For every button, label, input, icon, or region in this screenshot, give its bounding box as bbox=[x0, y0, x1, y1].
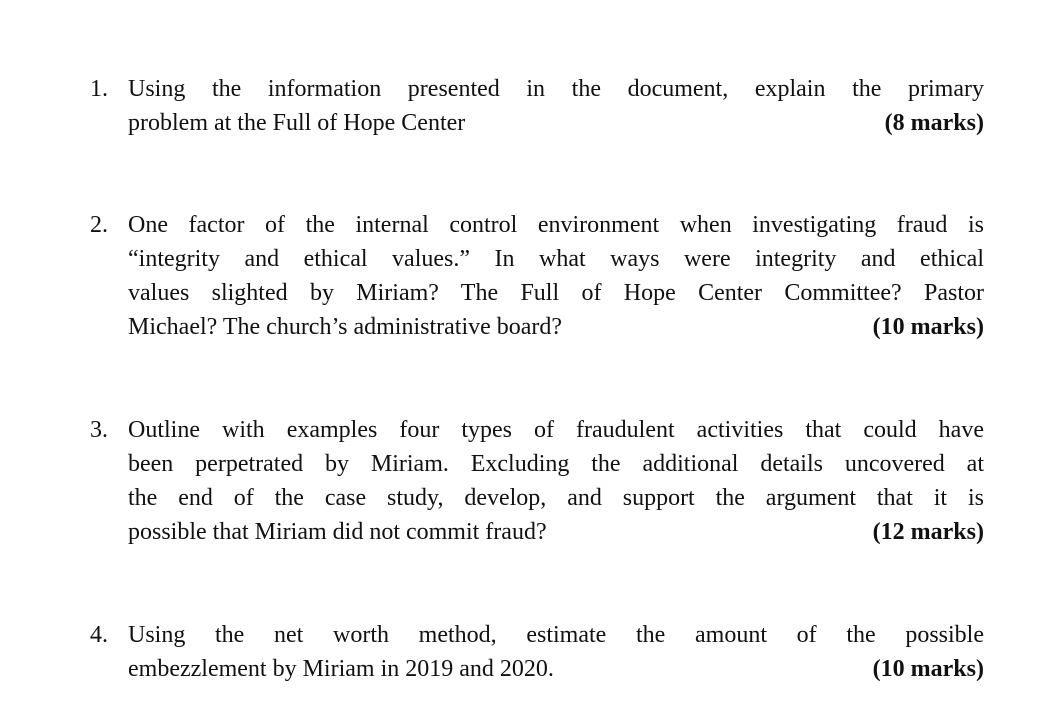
question-number: 4. bbox=[90, 622, 108, 648]
question-line-text: problem at the Full of Hope Center bbox=[128, 110, 466, 136]
question-line-text: Michael? The church’s administrative board? bbox=[128, 314, 563, 340]
question-line: “integrity and ethical values.” In what ways were integrity and ethical bbox=[128, 246, 984, 272]
question-line: the end of the case study, develop, and support the argument that it is bbox=[128, 485, 984, 511]
question-line-text: embezzlement by Miriam in 2019 and 2020. bbox=[128, 656, 554, 682]
question-line bbox=[128, 106, 984, 140]
question-line-text: possible that Miriam did not commit fraud? bbox=[128, 519, 547, 545]
question-line: One factor of the internal control environment when investigating fraud is bbox=[128, 212, 984, 238]
question-text bbox=[128, 72, 984, 140]
marks-label: (10 marks) bbox=[872, 314, 984, 340]
question-number: 2. bbox=[90, 212, 108, 238]
question-line bbox=[128, 515, 984, 549]
question-line: Using the information presented in the document, explain the primary bbox=[128, 76, 984, 102]
question-line: Outline with examples four types of fraudulent activities that could have bbox=[128, 417, 984, 443]
question-number: 3. bbox=[90, 417, 108, 443]
question-line bbox=[128, 310, 984, 344]
question-text bbox=[128, 413, 984, 549]
question-text bbox=[128, 208, 984, 344]
question-line: Using the net worth method, estimate the amount of the possible bbox=[128, 622, 984, 648]
marks-label: (10 marks) bbox=[872, 656, 984, 682]
marks-label: (8 marks) bbox=[884, 110, 984, 136]
question-line: values slighted by Miriam? The Full of Hope Center Committee? Pastor bbox=[128, 280, 984, 306]
marks-label: (12 marks) bbox=[872, 519, 984, 545]
question-number: 1. bbox=[90, 76, 108, 102]
question-text bbox=[128, 618, 984, 686]
question-line: been perpetrated by Miriam. Excluding the additional details uncovered at bbox=[128, 451, 984, 477]
question-line bbox=[128, 652, 984, 686]
